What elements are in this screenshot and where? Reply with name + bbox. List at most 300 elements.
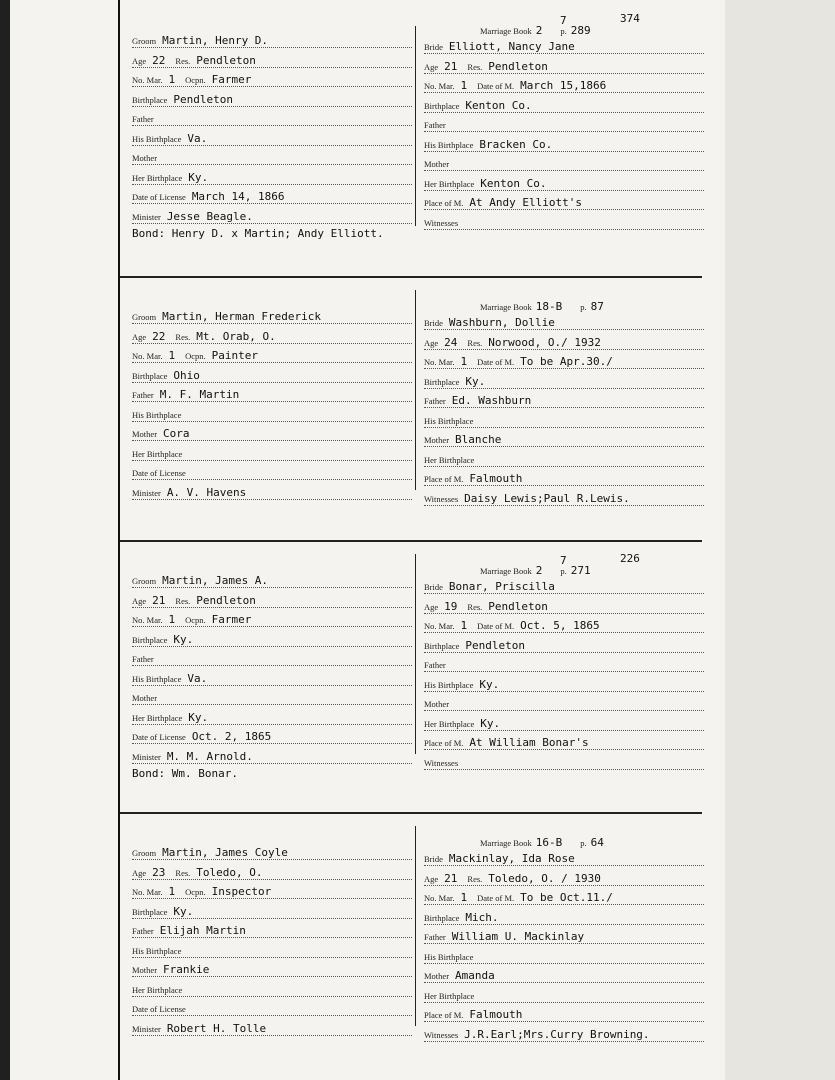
field-label: Res.	[175, 867, 191, 878]
fill-line	[132, 124, 412, 126]
fill-line	[132, 361, 412, 363]
fill-line	[424, 406, 704, 408]
groom-field	[132, 34, 268, 52]
field-value: 1	[168, 349, 176, 362]
fill-line	[424, 72, 704, 74]
groom-birthplace-field	[132, 905, 193, 923]
field-label: Age	[132, 867, 147, 878]
fill-line	[132, 858, 412, 860]
field-label: Mother	[424, 435, 450, 445]
field-label: Her Birthplace	[424, 990, 475, 1001]
field-value: March 14, 1866	[191, 190, 285, 203]
bride-nomar-date-field	[424, 891, 613, 909]
fill-line	[424, 328, 704, 330]
field-label: Date of License	[132, 1004, 186, 1014]
field-label: Mother	[132, 693, 158, 703]
field-label: His Birthplace	[424, 415, 474, 426]
field-label: Birthplace	[424, 912, 460, 923]
place-of-marriage-field	[424, 472, 522, 490]
groom-age-res-field	[132, 54, 256, 72]
field-value: Norwood, O./ 1932	[488, 335, 601, 349]
field-label: Her Birthplace	[424, 454, 475, 465]
fill-line	[132, 975, 412, 977]
field-label: Date of License	[132, 732, 186, 742]
fill-line	[424, 208, 704, 210]
bride-her-birthplace-field	[424, 453, 480, 471]
field-value: A. V. Havens	[166, 485, 247, 499]
field-value: 1	[460, 891, 468, 904]
field-value: Pendleton	[196, 593, 256, 607]
fill-line	[132, 936, 412, 938]
field-label: Her Birthplace	[424, 718, 475, 729]
groom-birthplace-field	[132, 369, 200, 387]
field-value: Ky.	[173, 904, 194, 918]
field-value: To be Apr.30./	[520, 355, 613, 368]
marriage-record-card	[120, 276, 710, 536]
field-label: His Birthplace	[424, 139, 474, 150]
minister-field	[132, 1022, 266, 1040]
fill-line	[424, 1001, 704, 1003]
field-label: Her Birthplace	[132, 448, 183, 459]
field-value: Ky.	[480, 716, 501, 730]
field-label: p.	[560, 566, 567, 576]
groom-age-res-field	[132, 594, 256, 612]
groom-mother-field	[132, 963, 209, 981]
license-date-field	[132, 730, 271, 748]
field-value: 1	[168, 73, 176, 86]
bride-father-field	[424, 930, 584, 948]
field-label: Ocpn.	[185, 351, 206, 361]
fill-line	[132, 420, 412, 422]
field-label: Mother	[424, 159, 450, 169]
fill-line	[424, 130, 704, 132]
field-label: No. Mar.	[132, 75, 163, 85]
field-label: Age	[424, 337, 439, 348]
fill-line	[424, 962, 704, 964]
field-label: Age	[424, 873, 439, 884]
witnesses-field	[424, 1028, 650, 1046]
groom-his-birthplace-field	[132, 944, 187, 962]
fill-line	[424, 651, 704, 653]
field-value: Frankie	[163, 963, 210, 976]
field-label: Birthplace	[424, 100, 460, 111]
field-label: Res.	[175, 331, 191, 342]
bride-age-res-field	[424, 872, 601, 890]
field-value: Ky.	[465, 374, 486, 388]
field-value: At William Bonar's	[469, 736, 589, 749]
field-value: 21	[444, 871, 458, 885]
bride-age-res-field	[424, 60, 548, 78]
card-top-rule	[120, 540, 702, 542]
field-value: Farmer	[211, 73, 252, 86]
field-value: 2	[535, 564, 543, 577]
bride-her-birthplace-field	[424, 177, 547, 195]
fill-line	[132, 66, 412, 68]
field-value: Pendleton	[488, 59, 548, 73]
groom-her-birthplace-field	[132, 171, 208, 189]
bride-age-res-field	[424, 336, 601, 354]
field-label: Minister	[132, 1023, 161, 1034]
field-label: Age	[132, 331, 147, 342]
field-value: 19	[444, 599, 458, 613]
field-label: p.	[560, 26, 567, 36]
book-number-correction: 7	[560, 14, 567, 27]
bride-field	[424, 316, 555, 334]
fill-line	[132, 85, 412, 87]
field-label: Witnesses	[424, 1029, 459, 1040]
groom-father-field	[132, 652, 160, 670]
groom-his-birthplace-field	[132, 672, 207, 690]
field-label: Res.	[175, 595, 191, 606]
field-value: Falmouth	[469, 1008, 523, 1021]
fill-line	[132, 202, 412, 204]
field-label: Birthplace	[132, 634, 168, 645]
field-label: Bride	[424, 582, 443, 592]
field-value: Jesse Beagle.	[166, 209, 253, 223]
field-value: Mackinlay, Ida Rose	[448, 852, 575, 865]
minister-field	[132, 486, 246, 504]
place-of-marriage-field	[424, 196, 582, 214]
fill-line	[132, 742, 412, 744]
fill-line	[424, 348, 704, 350]
field-label: Place of M.	[424, 474, 464, 484]
bride-mother-field	[424, 969, 495, 987]
field-label: Groom	[132, 312, 157, 322]
groom-his-birthplace-field	[132, 132, 207, 150]
field-label: Age	[424, 601, 439, 612]
field-label: Her Birthplace	[132, 172, 183, 183]
witnesses-field	[424, 756, 464, 774]
fill-line	[132, 105, 412, 107]
bride-his-birthplace-field	[424, 678, 499, 696]
field-label: Marriage Book	[480, 838, 532, 848]
fill-line	[132, 183, 412, 185]
field-label: Res.	[467, 337, 483, 348]
fill-line	[424, 690, 704, 692]
field-value: M. M. Arnold.	[166, 749, 253, 763]
field-label: Ocpn.	[185, 75, 206, 85]
field-value: Va.	[187, 671, 208, 685]
field-label: Birthplace	[132, 906, 168, 917]
field-value: Ohio	[173, 368, 200, 382]
fill-line	[424, 189, 704, 191]
field-value: William U. Mackinlay	[451, 930, 585, 943]
field-label: No. Mar.	[424, 81, 455, 91]
field-label: Ocpn.	[185, 615, 206, 625]
field-value: Mich.	[465, 910, 499, 924]
bride-mother-field	[424, 157, 455, 175]
column-divider	[415, 26, 416, 226]
field-value: Mt. Orab, O.	[196, 329, 276, 343]
field-value: Robert H. Tolle	[166, 1021, 267, 1035]
fill-line	[424, 169, 704, 171]
field-label: His Birthplace	[132, 133, 182, 144]
groom-age-res-field	[132, 330, 276, 348]
field-label: Res.	[467, 61, 483, 72]
field-value: Toledo, O. / 1930	[488, 871, 601, 885]
place-of-marriage-field	[424, 1008, 522, 1026]
field-label: Father	[132, 654, 154, 664]
fill-line	[424, 942, 704, 944]
field-value: 16-B	[535, 836, 563, 849]
fill-line	[424, 903, 704, 905]
bride-her-birthplace-field	[424, 989, 480, 1007]
field-value: March 15,1866	[520, 79, 607, 92]
witnesses-field	[424, 492, 630, 510]
fill-line	[132, 625, 412, 627]
field-value: Va.	[187, 131, 208, 145]
bride-field	[424, 40, 575, 58]
field-label: Ocpn.	[185, 887, 206, 897]
fill-line	[132, 995, 412, 997]
groom-nomar-ocpn-field	[132, 613, 251, 631]
fill-line	[132, 645, 412, 647]
field-label: Place of M.	[424, 1010, 464, 1020]
field-label: No. Mar.	[424, 893, 455, 903]
bride-his-birthplace-field	[424, 414, 479, 432]
field-label: Bride	[424, 42, 443, 52]
field-value: Cora	[163, 427, 190, 440]
bride-father-field	[424, 658, 452, 676]
fill-line	[132, 878, 412, 880]
field-label: No. Mar.	[424, 621, 455, 631]
groom-her-birthplace-field	[132, 983, 188, 1001]
fill-line	[424, 484, 704, 486]
field-label: Date of M.	[477, 81, 515, 91]
field-value: Martin, Henry D.	[162, 34, 269, 47]
field-label: His Birthplace	[132, 945, 182, 956]
field-label: Birthplace	[132, 94, 168, 105]
field-value: Martin, James Coyle	[162, 846, 288, 859]
field-label: Mother	[132, 429, 158, 439]
field-label: Minister	[132, 751, 161, 762]
field-label: Her Birthplace	[424, 178, 475, 189]
groom-field	[132, 574, 268, 592]
field-value: 24	[444, 335, 458, 349]
license-date-field	[132, 1002, 192, 1020]
groom-her-birthplace-field	[132, 447, 188, 465]
place-of-marriage-field	[424, 736, 589, 754]
groom-mother-field	[132, 151, 163, 169]
field-label: His Birthplace	[424, 951, 474, 962]
license-date-field	[132, 466, 192, 484]
field-value: 23	[152, 865, 166, 879]
bride-birthplace-field	[424, 639, 525, 657]
field-value: 21	[444, 59, 458, 73]
groom-father-field	[132, 924, 246, 942]
field-label: Marriage Book	[480, 302, 532, 312]
field-value: Kenton Co.	[480, 176, 547, 190]
field-value: Toledo, O.	[196, 865, 263, 879]
field-value: 22	[152, 329, 166, 343]
page-number-correction: 226	[620, 552, 640, 565]
fill-line	[424, 1020, 704, 1022]
groom-mother-field	[132, 691, 163, 709]
field-value: Ky.	[188, 710, 209, 724]
field-label: Bride	[424, 854, 443, 864]
bride-father-field	[424, 394, 531, 412]
fill-line	[132, 703, 412, 705]
field-label: Father	[132, 390, 154, 400]
field-value: Painter	[211, 349, 258, 362]
card-top-rule	[120, 812, 702, 814]
fill-line	[424, 768, 704, 770]
field-value: Amanda	[455, 969, 495, 982]
field-label: Her Birthplace	[132, 712, 183, 723]
fill-line	[424, 91, 704, 93]
groom-nomar-ocpn-field	[132, 349, 258, 367]
field-label: His Birthplace	[132, 673, 182, 684]
fill-line	[132, 144, 412, 146]
field-value: Inspector	[211, 885, 272, 898]
field-label: Father	[424, 396, 446, 406]
groom-his-birthplace-field	[132, 408, 187, 426]
fill-line	[132, 684, 412, 686]
fill-line	[424, 612, 704, 614]
fill-line	[132, 439, 412, 441]
field-label: p.	[580, 302, 587, 312]
field-label: Father	[424, 660, 446, 670]
field-label: Father	[132, 926, 154, 936]
field-label: Mother	[424, 699, 450, 709]
bride-nomar-date-field	[424, 79, 606, 97]
bride-mother-field	[424, 433, 501, 451]
field-label: Witnesses	[424, 493, 459, 504]
field-label: Mother	[424, 971, 450, 981]
field-value: Pendleton	[465, 638, 526, 652]
field-value: Elliott, Nancy Jane	[448, 40, 575, 53]
field-value: 22	[152, 53, 166, 67]
field-value: Bracken Co.	[479, 137, 553, 151]
field-value: Falmouth	[469, 472, 523, 485]
fill-line	[424, 729, 704, 731]
field-label: Groom	[132, 36, 157, 46]
groom-mother-field	[132, 427, 190, 445]
bride-age-res-field	[424, 600, 548, 618]
fill-line	[132, 762, 412, 764]
groom-nomar-ocpn-field	[132, 73, 251, 91]
field-label: p.	[580, 838, 587, 848]
fill-line	[424, 981, 704, 983]
field-value: 271	[570, 564, 591, 577]
bond-note: Bond: Henry D. x Martin; Andy Elliott.	[132, 227, 384, 240]
field-value: 21	[152, 593, 166, 607]
field-label: Date of M.	[477, 893, 515, 903]
fill-line	[132, 897, 412, 899]
field-value: 1	[460, 79, 468, 92]
field-label: Groom	[132, 576, 157, 586]
field-value: Pendleton	[196, 53, 256, 67]
field-value: Ky.	[479, 677, 500, 691]
fill-line	[132, 586, 412, 588]
bride-field	[424, 852, 575, 870]
field-value: Washburn, Dollie	[448, 316, 555, 329]
fill-line	[132, 459, 412, 461]
marriage-record-card	[120, 8, 710, 268]
field-value: At Andy Elliott's	[469, 196, 583, 209]
fill-line	[424, 631, 704, 633]
field-label: Witnesses	[424, 217, 459, 228]
field-label: Mother	[132, 153, 158, 163]
field-value: Pendleton	[173, 92, 234, 106]
field-label: Father	[132, 114, 154, 124]
card-top-rule	[120, 276, 702, 278]
fill-line	[424, 465, 704, 467]
field-value: 18-B	[535, 300, 563, 313]
fill-line	[424, 748, 704, 750]
fill-line	[132, 46, 412, 48]
fill-line	[132, 1034, 412, 1036]
field-value: Oct. 2, 1865	[191, 730, 272, 743]
field-value: 1	[460, 619, 468, 632]
groom-field	[132, 846, 288, 864]
fill-line	[132, 400, 412, 402]
field-label: Age	[424, 61, 439, 72]
bride-field	[424, 580, 555, 598]
field-value: Oct. 5, 1865	[520, 619, 600, 632]
field-value: 289	[570, 24, 591, 37]
field-value: 1	[460, 355, 468, 368]
field-value: Martin, James A.	[162, 574, 269, 587]
license-date-field	[132, 190, 285, 208]
fill-line	[424, 709, 704, 711]
bride-her-birthplace-field	[424, 717, 500, 735]
fill-line	[424, 592, 704, 594]
field-value: To be Oct.11./	[520, 891, 613, 904]
bride-birthplace-field	[424, 375, 485, 393]
fill-line	[132, 917, 412, 919]
marriage-record-card	[120, 812, 710, 1072]
minister-field	[132, 750, 253, 768]
field-label: Date of M.	[477, 357, 515, 367]
field-label: Birthplace	[132, 370, 168, 381]
groom-field	[132, 310, 321, 328]
field-value: 1	[168, 613, 176, 626]
groom-her-birthplace-field	[132, 711, 208, 729]
fill-line	[132, 723, 412, 725]
field-label: Res.	[467, 873, 483, 884]
fill-line	[132, 381, 412, 383]
field-label: His Birthplace	[132, 409, 182, 420]
fill-line	[132, 1014, 412, 1016]
bride-mother-field	[424, 697, 455, 715]
fill-line	[424, 504, 704, 506]
field-value: 1	[168, 885, 176, 898]
field-label: Her Birthplace	[132, 984, 183, 995]
bride-his-birthplace-field	[424, 138, 552, 156]
bride-birthplace-field	[424, 99, 532, 117]
field-value: M. F. Martin	[159, 388, 240, 401]
field-label: Minister	[132, 211, 161, 222]
field-label: Minister	[132, 487, 161, 498]
minister-field	[132, 210, 253, 228]
field-label: No. Mar.	[132, 887, 163, 897]
field-value: 64	[590, 836, 604, 849]
field-label: Birthplace	[424, 640, 460, 651]
bride-his-birthplace-field	[424, 950, 479, 968]
page-number-correction: 374	[620, 12, 640, 25]
fill-line	[424, 111, 704, 113]
field-value: Ky.	[188, 170, 209, 184]
groom-age-res-field	[132, 866, 263, 884]
field-label: No. Mar.	[132, 615, 163, 625]
groom-father-field	[132, 112, 160, 130]
field-label: Date of License	[132, 468, 186, 478]
field-label: Age	[132, 55, 147, 66]
field-label: His Birthplace	[424, 679, 474, 690]
marriage-record-card	[120, 540, 710, 800]
witnesses-field	[424, 216, 464, 234]
